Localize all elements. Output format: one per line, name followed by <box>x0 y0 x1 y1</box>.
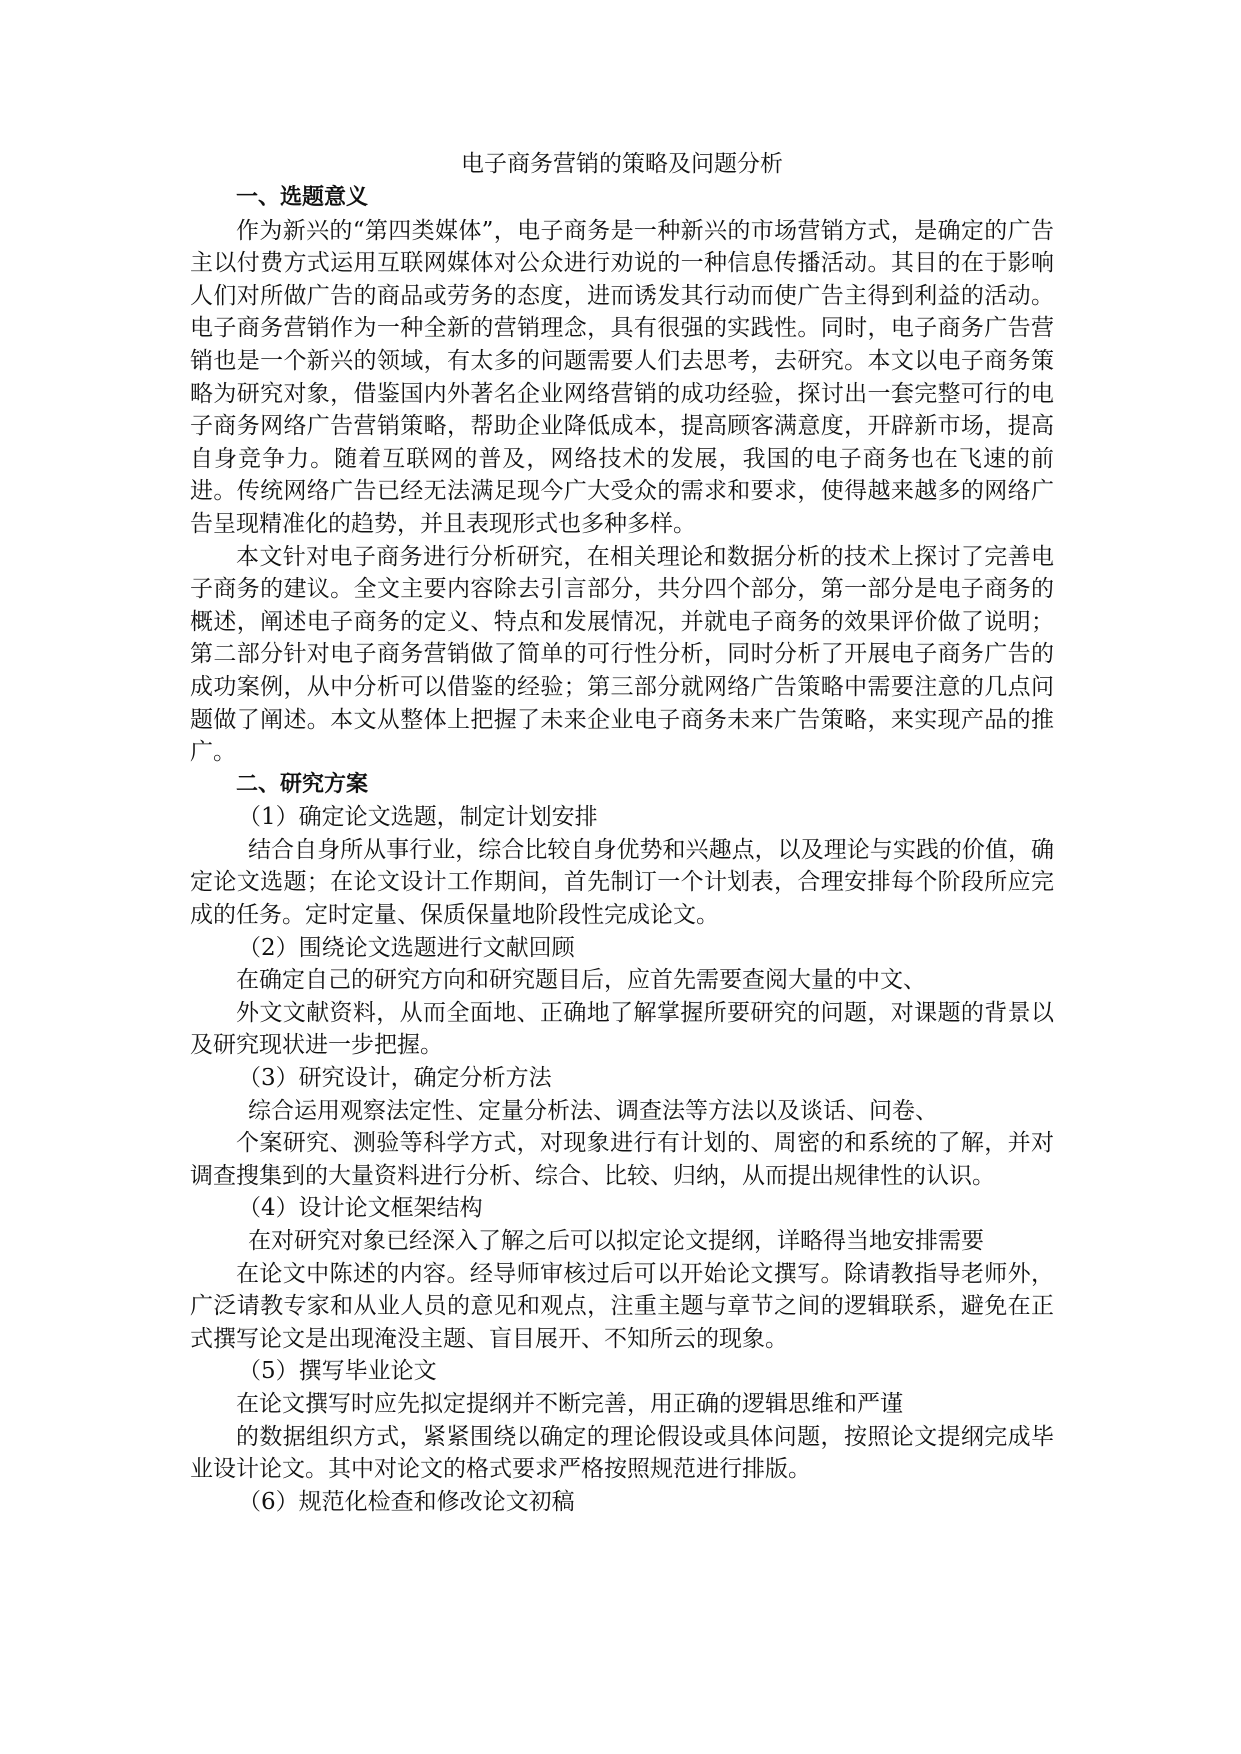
step-label: （5）撰写毕业论文 <box>238 1358 437 1385</box>
step-label: （2）围绕论文选题进行文献回顾 <box>238 934 575 961</box>
step-label: （6）规范化检查和修改论文初稿 <box>238 1488 575 1515</box>
paragraph: 作为新兴的“第四类媒体”，电子商务是一种新兴的市场营销方式，是确定的广告主以付费方式运用互联网媒体对公众进行劝说的一种信息传播活动。其目的在于影响人们对所做广告的商品或劳务的态度，进而诱发其行动而使广告主得到利益的活动。电子商务营销作为一种全新的营销理念，具有很强的实践性。同时，电子商务广告营销也是一个新兴的领域，有太多的问题需要人们去思考，去研究。本文以电子商务策略为研究对象，借鉴国内外著名企业网络营销的成功经验，探讨出一套完整可行的电子商务网络广告营销策略，帮助企业降低成本，提高顾客满意度，开辟新市场，提高自身竞争力。随着互联网的普及，网络技术的发展，我国的电子商务也在飞速的前进。传统网络广告已经无法满足现今广大受众的需求和要求，使得越来越多的网络广告呈现精准化的趋势，并且表现形式也多种多样。 <box>190 217 1054 537</box>
paragraph: 外文文献资料，从而全面地、正确地了解掌握所要研究的问题，对课题的背景以及研究现状进一步把握。 <box>190 999 1054 1059</box>
paragraph: 的数据组织方式，紧紧围绕以确定的理论假设或具体问题，按照论文提纲完成毕业设计论文。其中对论文的格式要求严格按照规范进行排版。 <box>190 1423 1054 1483</box>
paragraph: 在论文中陈述的内容。经导师审核过后可以开始论文撰写。除请教指导老师外，广泛请教专家和从业人员的意见和观点，注重主题与章节之间的逻辑联系，避免在正式撰写论文是出现淹没主题、盲目展开、不知所云的现象。 <box>190 1260 1054 1352</box>
paragraph: 在对研究对象已经深入了解之后可以拟定论文提纲，详略得当地安排需要 <box>248 1228 984 1254</box>
section-heading-research-plan: 二、研究方案 <box>236 771 369 797</box>
paragraph: 结合自身所从事行业，综合比较自身优势和兴趣点，以及理论与实践的价值，确定论文选题；在论文设计工作期间，首先制订一个计划表，合理安排每个阶段所应完成的任务。定时定量、保质保量地阶段性完成论文。 <box>190 836 1054 929</box>
step-label: （4）设计论文框架结构 <box>238 1195 483 1222</box>
paragraph: 个案研究、测验等科学方式，对现象进行有计划的、周密的和系统的了解，并对调查搜集到的大量资料进行分析、综合、比较、归纳，从而提出规律性的认识。 <box>190 1130 1054 1189</box>
paragraph: 综合运用观察法定性、定量分析法、调查法等方法以及谈话、问卷、 <box>248 1097 938 1124</box>
document-body <box>190 147 1054 1518</box>
document-title: 电子商务营销的策略及问题分析 <box>461 151 783 177</box>
step-label: （3）研究设计，确定分析方法 <box>238 1065 552 1092</box>
step-label: （1）确定论文选题，制定计划安排 <box>238 804 598 831</box>
paragraph: 本文针对电子商务进行分析研究，在相关理论和数据分析的技术上探讨了完善电子商务的建议。全文主要内容除去引言部分，共分四个部分，第一部分是电子商务的概述，阐述电子商务的定义、特点和发展情况，并就电子商务的效果评价做了说明；第二部分针对电子商务营销做了简单的可行性分析，同时分析了开展电子商务广告的成功案例，从中分析可以借鉴的经验；第三部分就网络广告策略中需要注意的几点问题做了阐述。本文从整体上把握了未来企业电子商务未来广告策略，来实现产品的推广。 <box>190 543 1054 766</box>
paragraph: 在论文撰写时应先拟定提纲并不断完善，用正确的逻辑思维和严谨 <box>236 1390 903 1417</box>
section-heading-significance: 一、选题意义 <box>236 185 369 210</box>
paragraph: 在确定自己的研究方向和研究题目后，应首先需要查阅大量的中文、 <box>236 967 926 994</box>
